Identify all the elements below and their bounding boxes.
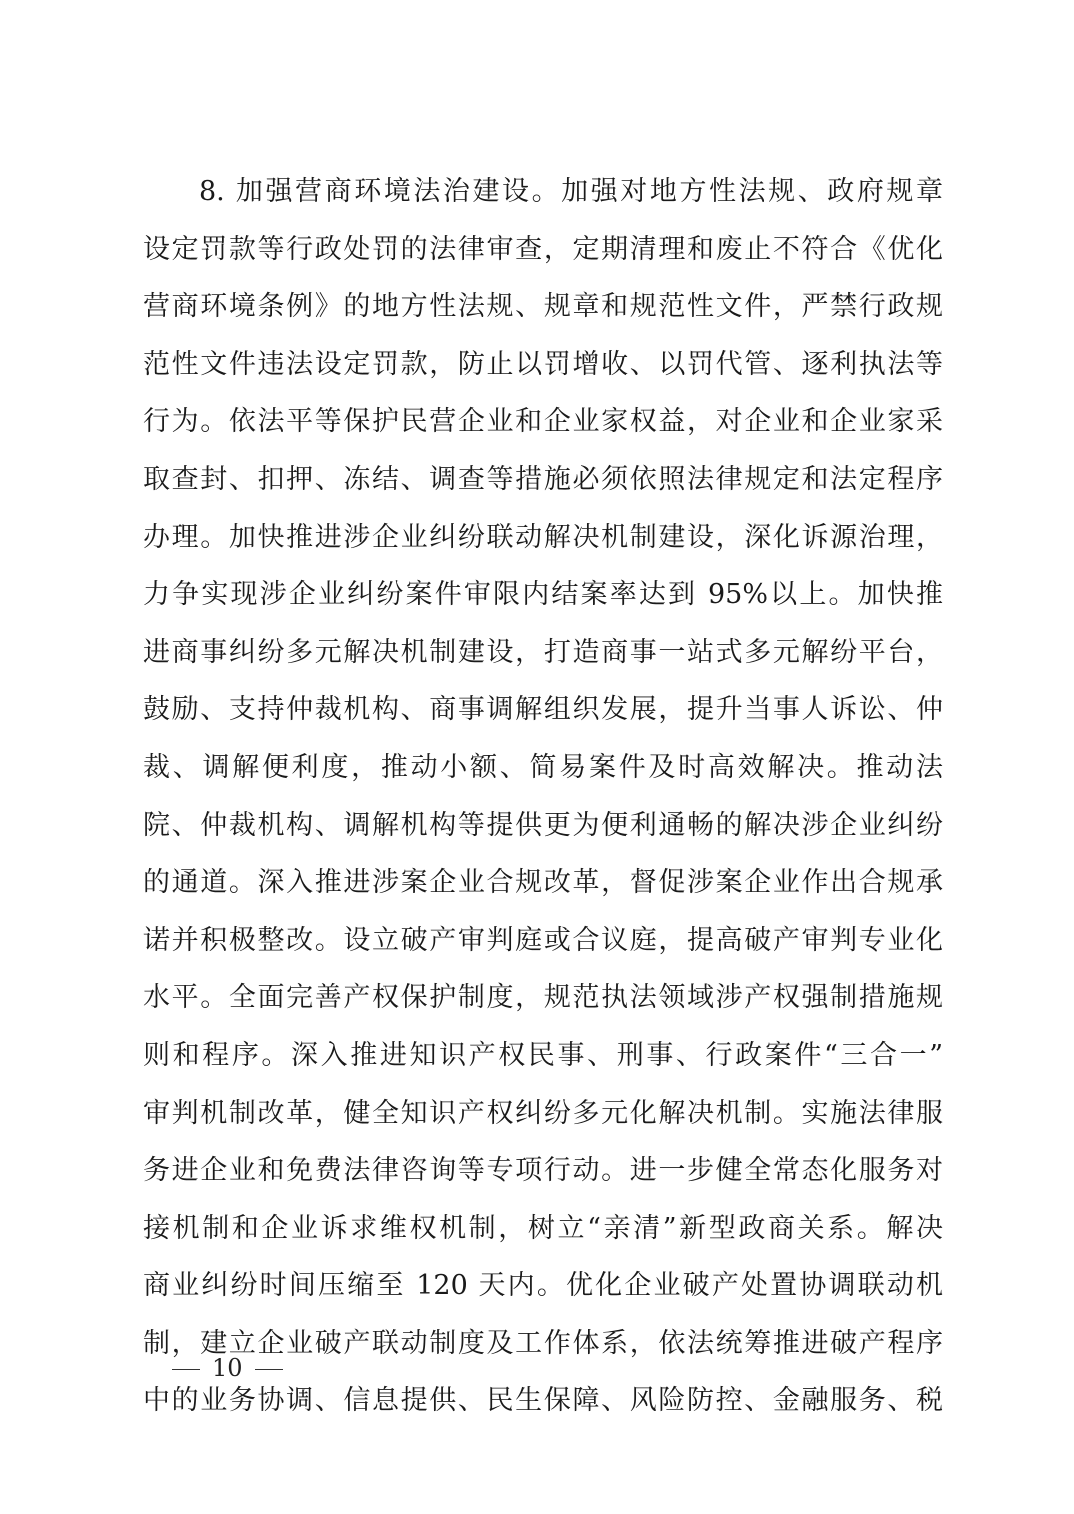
- paragraph-body: [143, 163, 943, 1430]
- text-line: 力争实现涉企业纠纷案件审限内结案率达到 95%以上。加快推: [143, 579, 943, 611]
- text-line: 办理。加快推进涉企业纠纷联动解决机制建设，深化诉源治理，: [143, 521, 943, 553]
- text-line: 营商环境条例》的地方性法规、规章和规范性文件，严禁行政规: [143, 291, 943, 323]
- text-line: 诺并积极整改。设立破产审判庭或合议庭，提高破产审判专业化: [143, 924, 943, 956]
- text-line: 制，建立企业破产联动制度及工作体系，依法统筹推进破产程序: [143, 1327, 943, 1359]
- text-line: 鼓励、支持仲裁机构、商事调解组织发展，提升当事人诉讼、仲: [143, 694, 943, 726]
- text-line: 水平。全面完善产权保护制度，规范执法领域涉产权强制措施规: [143, 982, 943, 1014]
- page-footer: [160, 1352, 295, 1384]
- text-line: 裁、调解便利度，推动小额、简易案件及时高效解决。推动法: [143, 751, 943, 783]
- text-line: 则和程序。深入推进知识产权民事、刑事、行政案件“三合一”: [143, 1039, 943, 1071]
- text-line: 8. 加强营商环境法治建设。加强对地方性法规、政府规章: [199, 176, 943, 207]
- text-line: 设定罚款等行政处罚的法律审查，定期清理和废止不符合《优化: [143, 233, 943, 265]
- text-line: 进商事纠纷多元解决机制建设，打造商事一站式多元解纷平台，: [143, 636, 943, 668]
- text-line: 取查封、扣押、冻结、调查等措施必须依照法律规定和法定程序: [143, 463, 943, 495]
- footer-dash-left: [172, 1369, 200, 1370]
- text-line: 中的业务协调、信息提供、民生保障、风险防控、金融服务、税: [143, 1385, 943, 1417]
- page-number: 10: [212, 1354, 243, 1382]
- text-line: 的通道。深入推进涉案企业合规改革，督促涉案企业作出合规承: [143, 867, 943, 899]
- text-line: 接机制和企业诉求维权机制，树立“亲清”新型政商关系。解决: [143, 1212, 943, 1244]
- text-line: 院、仲裁机构、调解机构等提供更为便利通畅的解决涉企业纠纷: [143, 809, 943, 841]
- text-line: 务进企业和免费法律咨询等专项行动。进一步健全常态化服务对: [143, 1155, 943, 1187]
- text-line: 审判机制改革，健全知识产权纠纷多元化解决机制。实施法律服: [143, 1097, 943, 1129]
- footer-dash-right: [255, 1369, 283, 1370]
- text-line: 范性文件违法设定罚款，防止以罚增收、以罚代管、逐利执法等: [143, 348, 943, 380]
- text-line: 行为。依法平等保护民营企业和企业家权益，对企业和企业家采: [143, 406, 943, 438]
- text-line: 商业纠纷时间压缩至 120 天内。优化企业破产处置协调联动机: [143, 1270, 943, 1302]
